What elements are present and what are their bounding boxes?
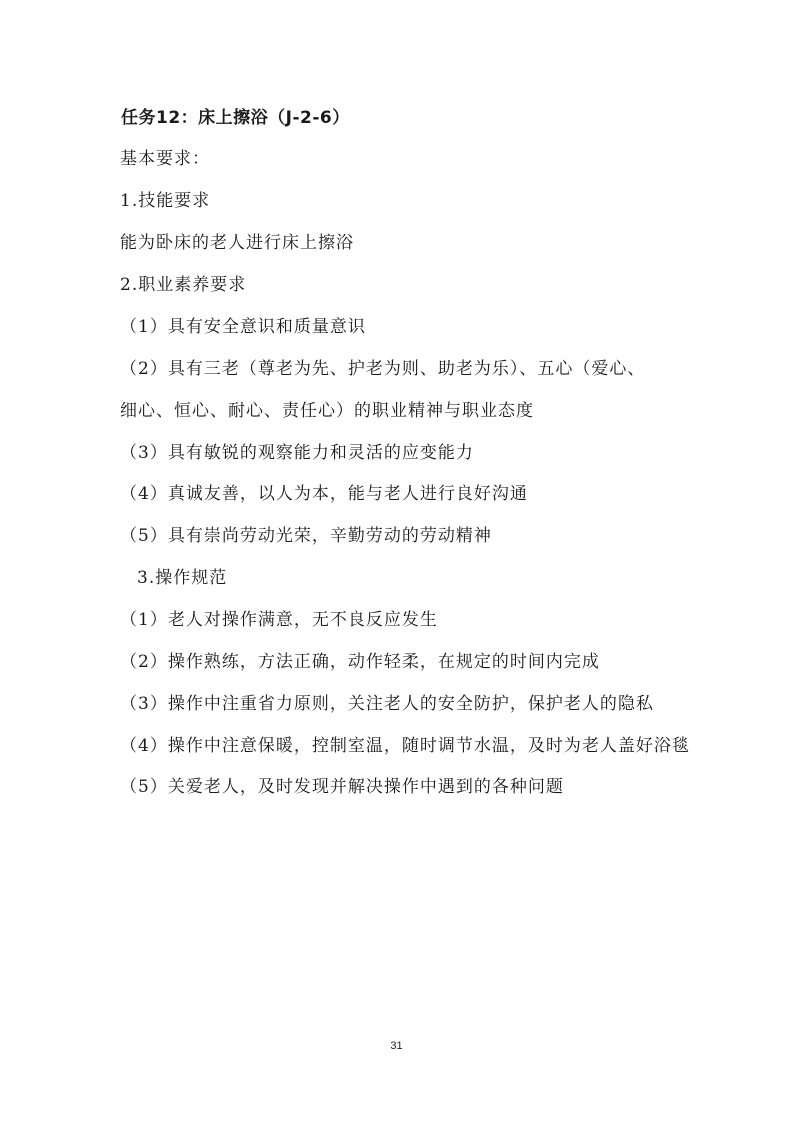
- quality-item: （2）具有三老（尊老为先、护老为则、助老为乐）、五心（爱心、: [120, 359, 646, 379]
- skill-requirements-text: 能为卧床的老人进行床上擦浴: [120, 233, 354, 253]
- operation-item: （5）关爱老人，及时发现并解决操作中遇到的各种问题: [120, 777, 564, 797]
- quality-item: （3）具有敏锐的观察能力和灵活的应变能力: [120, 443, 474, 463]
- operation-item: （4）操作中注意保暖，控制室温，随时调节水温，及时为老人盖好浴毯: [120, 736, 690, 756]
- quality-item-continuation: 细心、恒心、耐心、责任心）的职业精神与职业态度: [120, 401, 534, 421]
- quality-item: （5）具有崇尚劳动光荣，辛勤劳动的劳动精神: [120, 526, 492, 546]
- page-number: 31: [390, 1040, 403, 1052]
- operation-standards-heading: 3.操作规范: [137, 568, 228, 588]
- basic-requirements-label: 基本要求：: [120, 149, 210, 169]
- skill-requirements-heading: 1.技能要求: [120, 191, 211, 211]
- operation-item: （2）操作熟练，方法正确，动作轻柔，在规定的时间内完成: [120, 652, 600, 672]
- operation-item: （1）老人对操作满意，无不良反应发生: [120, 610, 438, 630]
- operation-item: （3）操作中注重省力原则，关注老人的安全防护，保护老人的隐私: [120, 694, 654, 714]
- quality-item: （4）真诚友善，以人为本，能与老人进行良好沟通: [120, 484, 528, 504]
- task-title: 任务12：床上擦浴（J-2-6）: [121, 108, 350, 128]
- quality-item: （1）具有安全意识和质量意识: [120, 317, 366, 337]
- quality-requirements-heading: 2.职业素养要求: [120, 275, 247, 295]
